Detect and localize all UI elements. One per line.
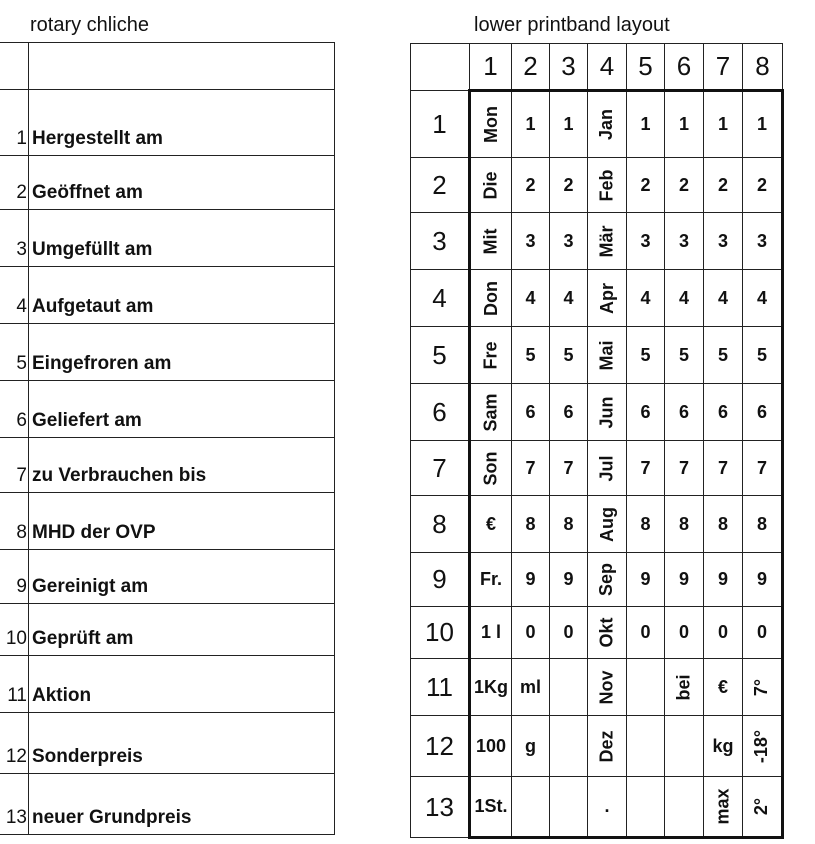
column-header: 3 — [550, 44, 588, 91]
rotary-cliche-table — [0, 42, 335, 835]
cell-text: 2 — [640, 174, 651, 195]
row-label: Gereinigt am — [29, 550, 335, 604]
layout-cell — [665, 716, 704, 777]
cell-text: 9 — [525, 569, 536, 589]
cell-text: 6 — [640, 401, 651, 422]
layout-cell — [743, 384, 783, 441]
row-number: 13 — [0, 774, 29, 835]
layout-cell — [512, 441, 550, 496]
cell-text: 0 — [717, 622, 728, 642]
layout-cell — [550, 659, 588, 716]
cell-text: Okt — [596, 617, 617, 648]
cell-text: Mär — [596, 224, 617, 258]
layout-cell — [627, 496, 665, 553]
table-row — [411, 384, 783, 441]
cell-text: 4 — [640, 287, 651, 308]
row-number: 9 — [0, 550, 29, 604]
cell-text: Mai — [596, 339, 617, 371]
table-row — [0, 550, 335, 604]
row-number: 6 — [0, 381, 29, 438]
layout-cell — [588, 607, 627, 659]
cell-text: 0 — [640, 622, 651, 642]
column-header: 7 — [704, 44, 743, 91]
cell-text: bei — [673, 673, 694, 701]
row-header: 12 — [411, 716, 470, 777]
layout-cell — [704, 270, 743, 327]
layout-cell — [743, 213, 783, 270]
table-row — [411, 91, 783, 158]
row-label: zu Verbrauchen bis — [29, 438, 335, 493]
layout-cell — [588, 158, 627, 213]
cell-text: 5 — [525, 344, 536, 365]
layout-cell — [470, 91, 512, 158]
table-row — [0, 267, 335, 324]
cell-text: 4 — [678, 287, 689, 308]
row-label: Aufgetaut am — [29, 267, 335, 324]
table-row — [0, 210, 335, 267]
layout-cell — [512, 91, 550, 158]
row-header: 7 — [411, 441, 470, 496]
cell-text: 8 — [678, 513, 689, 534]
row-header: 9 — [411, 553, 470, 607]
row-label: Geprüft am — [29, 604, 335, 656]
table-row — [0, 604, 335, 656]
cell-text: Don — [480, 280, 501, 316]
cell-text: 2° — [751, 797, 772, 816]
cell-text: € — [717, 676, 728, 697]
cell-text: 6 — [678, 401, 689, 422]
layout-cell — [470, 553, 512, 607]
table-row — [0, 493, 335, 550]
row-header: 6 — [411, 384, 470, 441]
cell-text: 2 — [563, 174, 574, 195]
cell-text: 1 — [678, 114, 689, 134]
row-label: Eingefroren am — [29, 324, 335, 381]
cell-text: Sep — [596, 562, 617, 597]
row-label: neuer Grundpreis — [29, 774, 335, 835]
cell-text: 1 — [563, 114, 574, 134]
table-row — [0, 324, 335, 381]
cell-text: 0 — [563, 622, 574, 642]
layout-cell — [704, 91, 743, 158]
cell-text: 7 — [525, 457, 536, 478]
cell-text: Feb — [596, 168, 617, 202]
cell-text: 8 — [525, 513, 536, 534]
layout-cell — [588, 213, 627, 270]
layout-cell — [512, 777, 550, 838]
layout-cell — [550, 441, 588, 496]
layout-cell — [704, 553, 743, 607]
cell-text: 8 — [756, 513, 767, 534]
layout-cell — [704, 716, 743, 777]
layout-cell — [704, 659, 743, 716]
layout-cell — [665, 441, 704, 496]
cell-text: 5 — [678, 344, 689, 365]
cell-text: Jan — [596, 108, 617, 141]
cell-text: 7 — [563, 457, 574, 478]
cell-text: 1Kg — [473, 676, 508, 697]
layout-cell — [550, 496, 588, 553]
cell-text: 1St. — [474, 796, 508, 816]
row-header: 1 — [411, 91, 470, 158]
layout-cell — [470, 659, 512, 716]
row-header: 13 — [411, 777, 470, 838]
cell-text: 7 — [640, 457, 651, 478]
layout-cell — [588, 91, 627, 158]
table-row — [411, 213, 783, 270]
layout-cell — [588, 327, 627, 384]
cell-text: Aug — [596, 506, 617, 542]
cell-text: ml — [519, 676, 541, 697]
cell-text: 4 — [717, 287, 728, 308]
row-label: MHD der OVP — [29, 493, 335, 550]
layout-cell — [627, 270, 665, 327]
layout-cell — [665, 607, 704, 659]
cell-text: 3 — [678, 230, 689, 251]
cell-text: 2 — [756, 174, 767, 195]
layout-cell — [470, 213, 512, 270]
column-header: 2 — [512, 44, 550, 91]
layout-cell — [627, 441, 665, 496]
layout-cell — [627, 91, 665, 158]
layout-cell — [550, 158, 588, 213]
cell-text: 2 — [717, 174, 728, 195]
layout-cell — [665, 91, 704, 158]
cell-text: max — [712, 788, 733, 825]
printband-layout-table — [410, 43, 784, 839]
cell-text: 3 — [640, 230, 651, 251]
layout-cell — [512, 384, 550, 441]
cell-text: 7 — [717, 457, 728, 478]
cell-text: 5 — [563, 344, 574, 365]
layout-cell — [743, 91, 783, 158]
layout-cell — [588, 659, 627, 716]
layout-cell — [627, 659, 665, 716]
row-label: Geliefert am — [29, 381, 335, 438]
layout-cell — [550, 607, 588, 659]
layout-cell — [588, 777, 627, 838]
row-number: 11 — [0, 656, 29, 713]
cell-text: 5 — [756, 344, 767, 365]
row-header: 3 — [411, 213, 470, 270]
cell-text: 4 — [756, 287, 767, 308]
layout-cell — [627, 553, 665, 607]
column-header: 1 — [470, 44, 512, 91]
cell-text: 8 — [563, 513, 574, 534]
layout-cell — [704, 441, 743, 496]
cell-text: Dez — [596, 729, 617, 763]
layout-cell — [550, 270, 588, 327]
layout-cell — [665, 270, 704, 327]
layout-cell — [470, 158, 512, 213]
cell-text: 0 — [525, 622, 536, 642]
layout-cell — [512, 158, 550, 213]
layout-cell — [550, 327, 588, 384]
layout-cell — [550, 384, 588, 441]
right-table-title: lower printband layout — [474, 14, 670, 36]
cell-text: g — [525, 735, 536, 756]
table-row — [0, 156, 335, 210]
layout-cell — [470, 270, 512, 327]
cell-text: 6 — [525, 401, 536, 422]
layout-cell — [627, 777, 665, 838]
cell-text: 3 — [717, 230, 728, 251]
column-header: 8 — [743, 44, 783, 91]
cell-text: 1 — [717, 114, 728, 134]
row-label: Umgefüllt am — [29, 210, 335, 267]
layout-cell — [743, 441, 783, 496]
cell-text: 100 — [475, 735, 507, 756]
layout-cell — [665, 327, 704, 384]
table-row — [0, 381, 335, 438]
cell-text: 9 — [717, 569, 728, 589]
layout-cell — [470, 777, 512, 838]
row-header: 10 — [411, 607, 470, 659]
layout-cell — [665, 213, 704, 270]
row-number: 3 — [0, 210, 29, 267]
layout-cell — [512, 496, 550, 553]
cell-text: Mon — [480, 106, 501, 143]
row-number: 12 — [0, 713, 29, 774]
layout-cell — [470, 716, 512, 777]
cell-text: Fre — [480, 340, 501, 370]
layout-cell — [588, 496, 627, 553]
cell-text: -18° — [751, 729, 772, 763]
row-number — [0, 43, 29, 90]
table-row — [411, 270, 783, 327]
table-row — [411, 327, 783, 384]
cell-text: 0 — [678, 622, 689, 642]
layout-cell — [704, 327, 743, 384]
layout-cell — [743, 777, 783, 838]
table-row — [411, 158, 783, 213]
cell-text: 1 l — [480, 622, 501, 642]
table-row — [411, 659, 783, 716]
layout-cell — [665, 777, 704, 838]
cell-text: kg — [712, 735, 734, 756]
layout-cell — [588, 716, 627, 777]
table-row — [0, 438, 335, 493]
layout-cell — [512, 607, 550, 659]
layout-cell — [627, 158, 665, 213]
cell-text: 9 — [563, 569, 574, 589]
cell-text: Fr. — [479, 569, 502, 589]
row-number: 10 — [0, 604, 29, 656]
cell-text: 1 — [756, 114, 767, 134]
layout-cell — [512, 270, 550, 327]
table-row — [0, 713, 335, 774]
cell-text: Nov — [596, 669, 617, 705]
table-row — [411, 607, 783, 659]
cell-text: 2 — [678, 174, 689, 195]
cell-text: Jul — [596, 454, 617, 482]
row-header: 5 — [411, 327, 470, 384]
table-row — [0, 90, 335, 156]
row-header: 4 — [411, 270, 470, 327]
layout-cell — [550, 716, 588, 777]
layout-cell — [470, 607, 512, 659]
table-row — [411, 441, 783, 496]
layout-cell — [470, 441, 512, 496]
layout-cell — [512, 716, 550, 777]
layout-cell — [512, 327, 550, 384]
cell-text: Son — [480, 451, 501, 485]
cell-text: 5 — [640, 344, 651, 365]
layout-cell — [512, 553, 550, 607]
layout-cell — [627, 716, 665, 777]
cell-text: 9 — [640, 569, 651, 589]
cell-text: 6 — [717, 401, 728, 422]
layout-cell — [470, 496, 512, 553]
layout-cell — [704, 384, 743, 441]
layout-cell — [704, 213, 743, 270]
cell-text: 1 — [640, 114, 651, 134]
cell-text: 6 — [756, 401, 767, 422]
layout-cell — [627, 213, 665, 270]
cell-text: 8 — [640, 513, 651, 534]
layout-cell — [743, 659, 783, 716]
cell-text: 4 — [525, 287, 536, 308]
column-header: 4 — [588, 44, 627, 91]
cell-text: 2 — [525, 174, 536, 195]
layout-cell — [665, 158, 704, 213]
cell-text: 3 — [525, 230, 536, 251]
row-header: 2 — [411, 158, 470, 213]
layout-cell — [588, 270, 627, 327]
row-number: 1 — [0, 90, 29, 156]
cell-text: 9 — [756, 569, 767, 589]
layout-cell — [665, 496, 704, 553]
column-header: 6 — [665, 44, 704, 91]
cell-text: 1 — [525, 114, 536, 134]
table-row — [411, 496, 783, 553]
left-table-title: rotary chliche — [30, 14, 149, 36]
layout-cell — [627, 384, 665, 441]
layout-cell — [743, 716, 783, 777]
cell-text: € — [485, 513, 496, 534]
cell-text: Die — [480, 170, 501, 200]
table-row — [0, 774, 335, 835]
cell-text: 0 — [756, 622, 767, 642]
row-number: 4 — [0, 267, 29, 324]
layout-cell — [470, 327, 512, 384]
layout-cell — [627, 607, 665, 659]
row-label — [29, 43, 335, 90]
layout-cell — [550, 213, 588, 270]
layout-cell — [743, 496, 783, 553]
layout-cell — [704, 496, 743, 553]
layout-cell — [550, 777, 588, 838]
layout-cell — [704, 777, 743, 838]
layout-cell — [588, 384, 627, 441]
cell-text: Jun — [596, 395, 617, 429]
layout-cell — [588, 441, 627, 496]
row-label: Hergestellt am — [29, 90, 335, 156]
cell-text: 8 — [717, 513, 728, 534]
corner-cell — [411, 44, 470, 91]
layout-cell — [550, 553, 588, 607]
layout-cell — [743, 553, 783, 607]
cell-text: 9 — [678, 569, 689, 589]
layout-cell — [550, 91, 588, 158]
cell-text: 6 — [563, 401, 574, 422]
cell-text: 3 — [756, 230, 767, 251]
table-row — [411, 777, 783, 838]
cell-text: 4 — [563, 287, 574, 308]
header-row — [411, 44, 783, 91]
cell-text: 7° — [751, 678, 772, 696]
row-header: 11 — [411, 659, 470, 716]
layout-cell — [743, 158, 783, 213]
cell-text: Apr — [596, 282, 617, 314]
cell-text: Mit — [480, 228, 501, 254]
layout-cell — [512, 659, 550, 716]
layout-cell — [470, 384, 512, 441]
cell-text: 3 — [563, 230, 574, 251]
row-label: Sonderpreis — [29, 713, 335, 774]
row-number: 7 — [0, 438, 29, 493]
column-header: 5 — [627, 44, 665, 91]
cell-text: 7 — [756, 457, 767, 478]
layout-cell — [512, 213, 550, 270]
layout-cell — [704, 607, 743, 659]
row-header: 8 — [411, 496, 470, 553]
row-number: 5 — [0, 324, 29, 381]
layout-cell — [627, 327, 665, 384]
cell-text: 7 — [678, 457, 689, 478]
row-label: Geöffnet am — [29, 156, 335, 210]
table-row — [411, 553, 783, 607]
layout-cell — [743, 607, 783, 659]
cell-text: 5 — [717, 344, 728, 365]
layout-cell — [665, 553, 704, 607]
row-label: Aktion — [29, 656, 335, 713]
row-number: 2 — [0, 156, 29, 210]
layout-cell — [588, 553, 627, 607]
cell-text: . — [604, 796, 610, 816]
layout-cell — [665, 384, 704, 441]
cell-text: Sam — [480, 392, 501, 432]
layout-cell — [665, 659, 704, 716]
row-number: 8 — [0, 493, 29, 550]
table-row — [0, 656, 335, 713]
table-row — [411, 716, 783, 777]
table-row — [0, 43, 335, 90]
layout-cell — [704, 158, 743, 213]
layout-cell — [743, 327, 783, 384]
layout-cell — [743, 270, 783, 327]
